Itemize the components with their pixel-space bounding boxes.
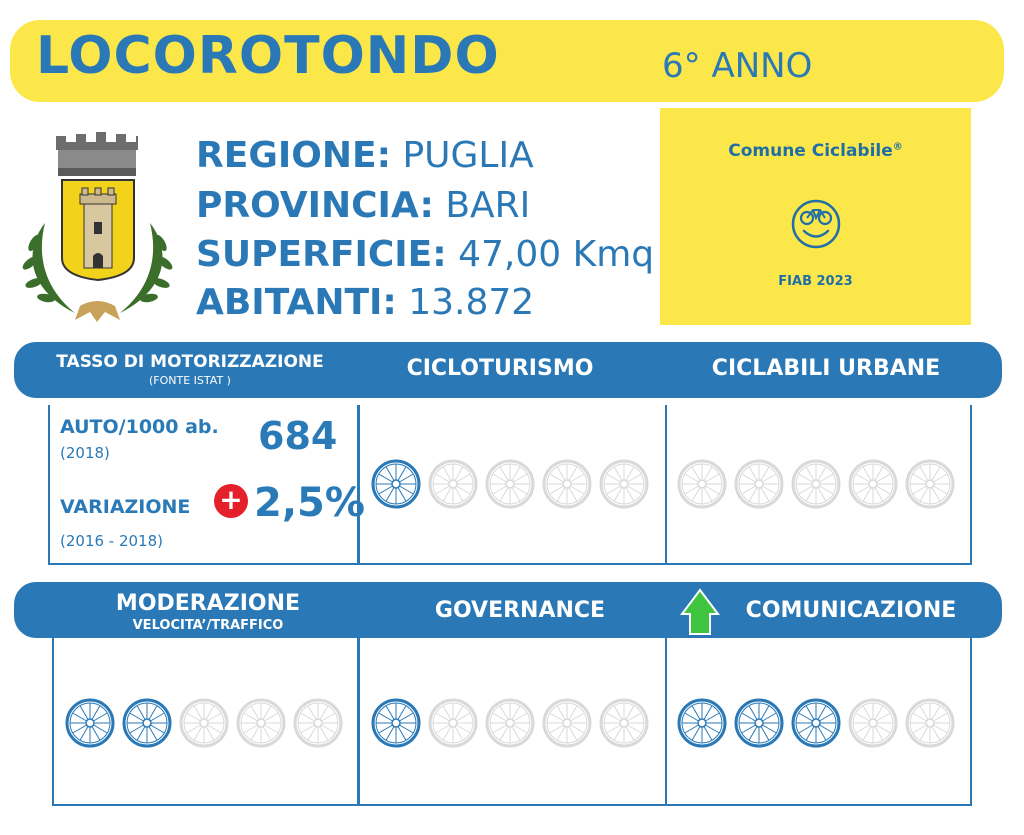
ciclabili-title: CICLABILI URBANE xyxy=(711,356,941,381)
regione-label: REGIONE: xyxy=(196,135,391,176)
bicycle-wheel-icon-inactive xyxy=(790,458,842,510)
bicycle-wheel-icon-active xyxy=(733,697,785,749)
badge-title: Comune Ciclabile® xyxy=(728,141,903,161)
up-arrow-icon xyxy=(680,588,720,636)
bicycle-wheel-icon-active xyxy=(676,697,728,749)
superficie-line xyxy=(196,234,654,275)
auto-year: (2018) xyxy=(60,444,110,462)
superficie-label: SUPERFICIE: xyxy=(196,234,447,275)
variazione-value: 2,5% xyxy=(254,480,365,526)
bicycle-wheel-icon-inactive xyxy=(484,697,536,749)
comunicazione-rating xyxy=(676,697,956,749)
bicycle-wheel-icon-active xyxy=(370,458,422,510)
regione-value: PUGLIA xyxy=(402,135,534,176)
regione-line xyxy=(196,135,534,176)
abitanti-line xyxy=(196,282,534,323)
city-name: LOCOROTONDO xyxy=(36,26,500,86)
bicycle-wheel-icon-inactive xyxy=(904,697,956,749)
cicloturismo-title: CICLOTURISMO xyxy=(406,356,594,381)
smiling-bike-icon xyxy=(790,194,842,254)
abitanti-value: 13.872 xyxy=(408,282,535,323)
moderazione-sub: VELOCITA’/TRAFFICO xyxy=(132,618,284,633)
plus-circle-icon: + xyxy=(214,484,248,518)
motorizzazione-source: (FONTE ISTAT ) xyxy=(149,374,231,387)
comunicazione-title: COMUNICAZIONE xyxy=(745,598,957,623)
governance-title: GOVERNANCE xyxy=(434,598,606,623)
bicycle-wheel-icon-active xyxy=(64,697,116,749)
moderazione-title: MODERAZIONE xyxy=(115,591,301,616)
bicycle-wheel-icon-inactive xyxy=(541,458,593,510)
bicycle-wheel-icon-inactive xyxy=(427,458,479,510)
coat-of-arms-icon xyxy=(20,128,175,328)
bicycle-wheel-icon-inactive xyxy=(904,458,956,510)
superficie-value: 47,00 Kmq xyxy=(458,234,655,275)
bicycle-wheel-icon-inactive xyxy=(598,697,650,749)
provincia-line xyxy=(196,185,530,226)
motorizzazione-title: TASSO DI MOTORIZZAZIONE xyxy=(56,352,324,372)
bicycle-wheel-icon-inactive xyxy=(292,697,344,749)
auto-label: AUTO/1000 ab. xyxy=(60,416,219,438)
fiab-badge xyxy=(660,108,971,325)
ciclabili-rating xyxy=(676,458,956,510)
abitanti-label: ABITANTI: xyxy=(196,282,397,323)
bicycle-wheel-icon-active xyxy=(370,697,422,749)
bicycle-wheel-icon-inactive xyxy=(427,697,479,749)
governance-rating xyxy=(370,697,650,749)
variazione-period: (2016 - 2018) xyxy=(60,532,164,550)
year-label: 6° ANNO xyxy=(662,46,813,86)
cicloturismo-rating xyxy=(370,458,650,510)
bicycle-wheel-icon-inactive xyxy=(541,697,593,749)
bicycle-wheel-icon-inactive xyxy=(598,458,650,510)
variazione-label: VARIAZIONE xyxy=(60,496,191,518)
bicycle-wheel-icon-inactive xyxy=(847,458,899,510)
bicycle-wheel-icon-inactive xyxy=(676,458,728,510)
bicycle-wheel-icon-inactive xyxy=(178,697,230,749)
moderazione-rating xyxy=(64,697,344,749)
bicycle-wheel-icon-inactive xyxy=(733,458,785,510)
bicycle-wheel-icon-active xyxy=(121,697,173,749)
bicycle-wheel-icon-inactive xyxy=(235,697,287,749)
bicycle-wheel-icon-inactive xyxy=(847,697,899,749)
bicycle-wheel-icon-active xyxy=(790,697,842,749)
bicycle-wheel-icon-inactive xyxy=(484,458,536,510)
auto-value: 684 xyxy=(258,414,338,458)
provincia-value: BARI xyxy=(445,185,531,226)
provincia-label: PROVINCIA: xyxy=(196,185,434,226)
badge-year: FIAB 2023 xyxy=(778,274,853,289)
